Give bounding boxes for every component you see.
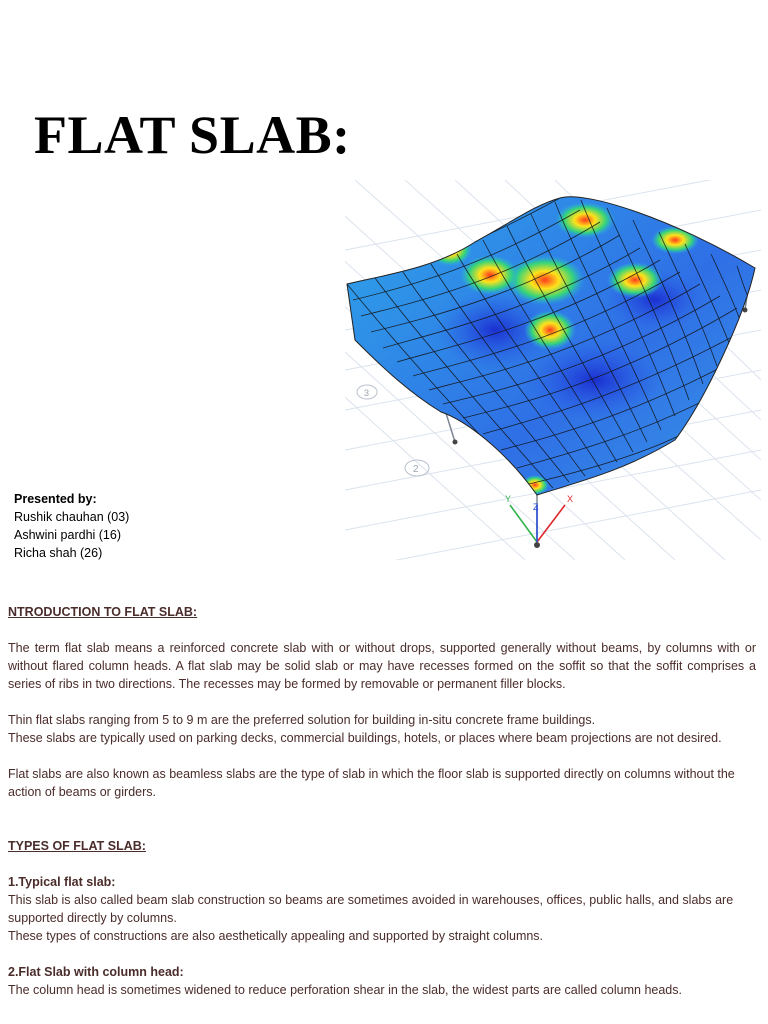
- page-title: FLAT SLAB:: [34, 105, 351, 165]
- intro-heading: NTRODUCTION TO FLAT SLAB:: [8, 605, 198, 619]
- presenter-name: Ashwini pardhi (16): [14, 528, 121, 542]
- axis-y-label: Y: [505, 494, 512, 504]
- presenters-header: Presented by:: [14, 492, 97, 506]
- type-paragraph: This slab is also called beam slab construction so beams are sometimes avoided in warehouses, offices, public halls, and slabs are supported directly by columns.: [8, 893, 734, 925]
- slab-surface: [345, 180, 761, 560]
- axis-z-label: Z: [533, 502, 539, 512]
- axis-x-label: X: [567, 494, 574, 504]
- type-title: 2.Flat Slab with column head:: [8, 965, 184, 979]
- intro-paragraph: Thin flat slabs ranging from 5 to 9 m are the preferred solution for building in-situ concrete frame buildings.: [8, 713, 596, 727]
- types-heading: TYPES OF FLAT SLAB:: [8, 839, 146, 853]
- slab-deformation-figure: [345, 180, 761, 560]
- svg-text:2: 2: [413, 464, 419, 475]
- presenter-name: Richa shah (26): [14, 546, 103, 560]
- intro-paragraph: The term flat slab means a reinforced concrete slab with or without drops, supported generally without beams, by columns with or without flared column heads. A flat slab may be solid slab or may have recesses formed on the soffit so that the soffit comprises a series of ribs in two directions. The recesses may be formed by removable or permanent filler blocks.: [8, 641, 756, 691]
- type-paragraph: These types of constructions are also aesthetically appealing and supported by straight columns.: [8, 929, 544, 943]
- type-title: 1.Typical flat slab:: [8, 875, 116, 889]
- intro-paragraph: Flat slabs are also known as beamless slabs are the type of slab in which the floor slab is supported directly on columns without the action of beams or girders.: [8, 767, 735, 799]
- presenter-name: Rushik chauhan (03): [14, 510, 130, 524]
- document-body: [8, 603, 756, 999]
- axis-triad: [505, 494, 573, 542]
- intro-paragraph: These slabs are typically used on parking decks, commercial buildings, hotels, or places where beam projections are not desired.: [8, 731, 722, 745]
- type-paragraph: The column head is sometimes widened to reduce perforation shear in the slab, the widest parts are called column heads.: [8, 983, 682, 997]
- grid-label-3: [357, 385, 377, 399]
- presenters-block: [14, 490, 129, 562]
- svg-text:3: 3: [364, 388, 370, 398]
